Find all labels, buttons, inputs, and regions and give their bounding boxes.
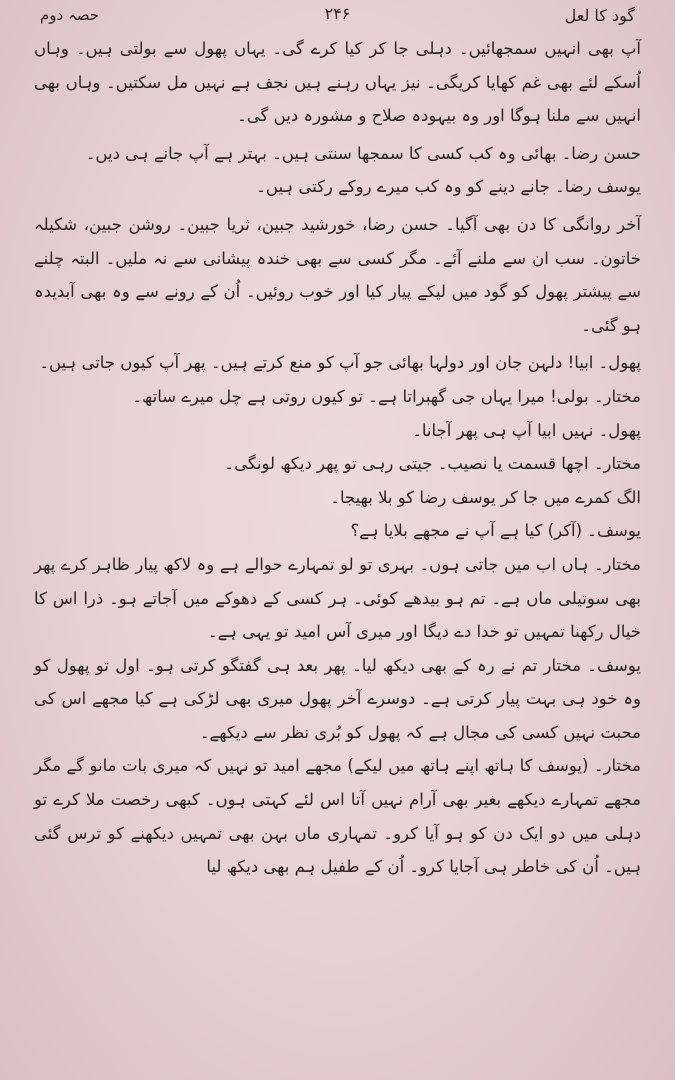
- paragraph: مختار۔ بولی! میرا یہاں جی گھبراتا ہے۔ تو کیوں روتی ہے چل میرے ساتھ۔: [132, 386, 641, 406]
- part-label: حصہ دوم: [40, 6, 100, 24]
- page-number: ۲۴۶: [324, 4, 351, 23]
- paragraph: الگ کمرے میں جا کر یوسف رضا کو بلا بھیجا۔: [330, 487, 641, 507]
- paragraph: پھول۔ ابیا! دلہن جان اور دولہا بھائی جو آپ کو منع کرتے ہیں۔ پھر آپ کیوں جاتی ہیں۔: [39, 353, 641, 373]
- paragraph: مختار۔ اچھا قسمت یا نصیب۔ جیتی رہی تو پھر دیکھ لونگی۔: [224, 454, 641, 474]
- paragraph: حسن رضا۔ بھائی وہ کب کسی کا سمجھا سنتی ہیں۔ بہتر ہے آپ جانے ہی دیں۔: [85, 143, 641, 163]
- paragraph: مختار۔ (یوسف کا ہاتھ اپنے ہاتھ میں لیکے) مجھے امید تو نہیں کہ میری بات مانو گے مگر مجھے تمہارے دیکھے بغیر بھی آرام نہیں آتا اس لئے کہتی ہوں۔ کبھی رخصت ملا کرے تو دہلی میں دو ایک دن کو ہو آیا کرو۔ تمہاری ماں بہن بھی تمہیں دیکھنے کو ترس گئی ہیں۔ اُن کی خاطر ہی آجایا کرو۔ اُن کے طفیل ہم بھی دیکھ لیا: [34, 756, 641, 877]
- running-title: گود کا لعل: [564, 6, 635, 25]
- paragraph: مختار۔ ہاں اب میں جاتی ہوں۔ بہری تو لو تمہارے حوالے ہے وہ لاکھ پیار ظاہر کرے پھر بھی سوتیلی ماں ہے۔ تم ہو بیدھے کوئی۔ ہر کسی کے دھوکے میں آجاتے ہو۔ ذرا اس کا خیال رکھنا تمہیں تو خدا دے دیگا اور میری آس امید تو یہی ہے۔: [34, 554, 641, 642]
- paragraph: آخر روانگی کا دن بھی آگیا۔ حسن رضا، خورشید جبین، ثریا جبین۔ روشن جبین، شکیلہ خاتون۔ سب ان سے ملنے آئے۔ مگر کسی سے بھی خندہ پیشانی سے نہ ملیں۔ البتہ چلنے سے پیشتر پھول کو گود میں لیکے پیار کیا اور خوب روئیں۔ اُن کے رونے سے وہ بھی آبدیدہ ہو گئی۔: [34, 214, 641, 335]
- page-body: [34, 32, 641, 1060]
- paragraph: یوسف۔ مختار تم نے رہ کے بھی دیکھ لیا۔ پھر بعد ہی گفتگو کرتی ہو۔ اول تو پھول کو وہ خود ہی بہت پیار کرتی ہے۔ دوسرے آخر پھول میری بھی لڑکی ہے کیا مجھے اس کی محبت نہیں کسی کی مجال ہے کہ پھول کو بُری نظر سے دیکھے۔: [34, 655, 641, 742]
- paragraph: آپ بھی انہیں سمجھائیں۔ دہلی جا کر کیا کرے گی۔ یہاں پھول سے بولتی ہیں۔ وہاں اُسکے لئے بھی غم کھایا کریگی۔ نیز یہاں رہنے ہیں نجف ہے نہیں مل سکتیں۔ وہاں بھی انہیں سے ملنا ہوگا اور وہ بیہودہ صلاح و مشورہ دیں گی۔: [34, 39, 641, 126]
- paragraph: پھول۔ نہیں ابیا آپ ہی پھر آجانا۔: [412, 420, 641, 440]
- page-header: [40, 4, 635, 30]
- paragraph: یوسف رضا۔ جانے دینے کو وہ کب میرے روکے رکتی ہیں۔: [256, 177, 641, 197]
- paragraph: یوسف۔ (آکر) کیا ہے آپ نے مجھے بلایا ہے؟: [350, 521, 641, 541]
